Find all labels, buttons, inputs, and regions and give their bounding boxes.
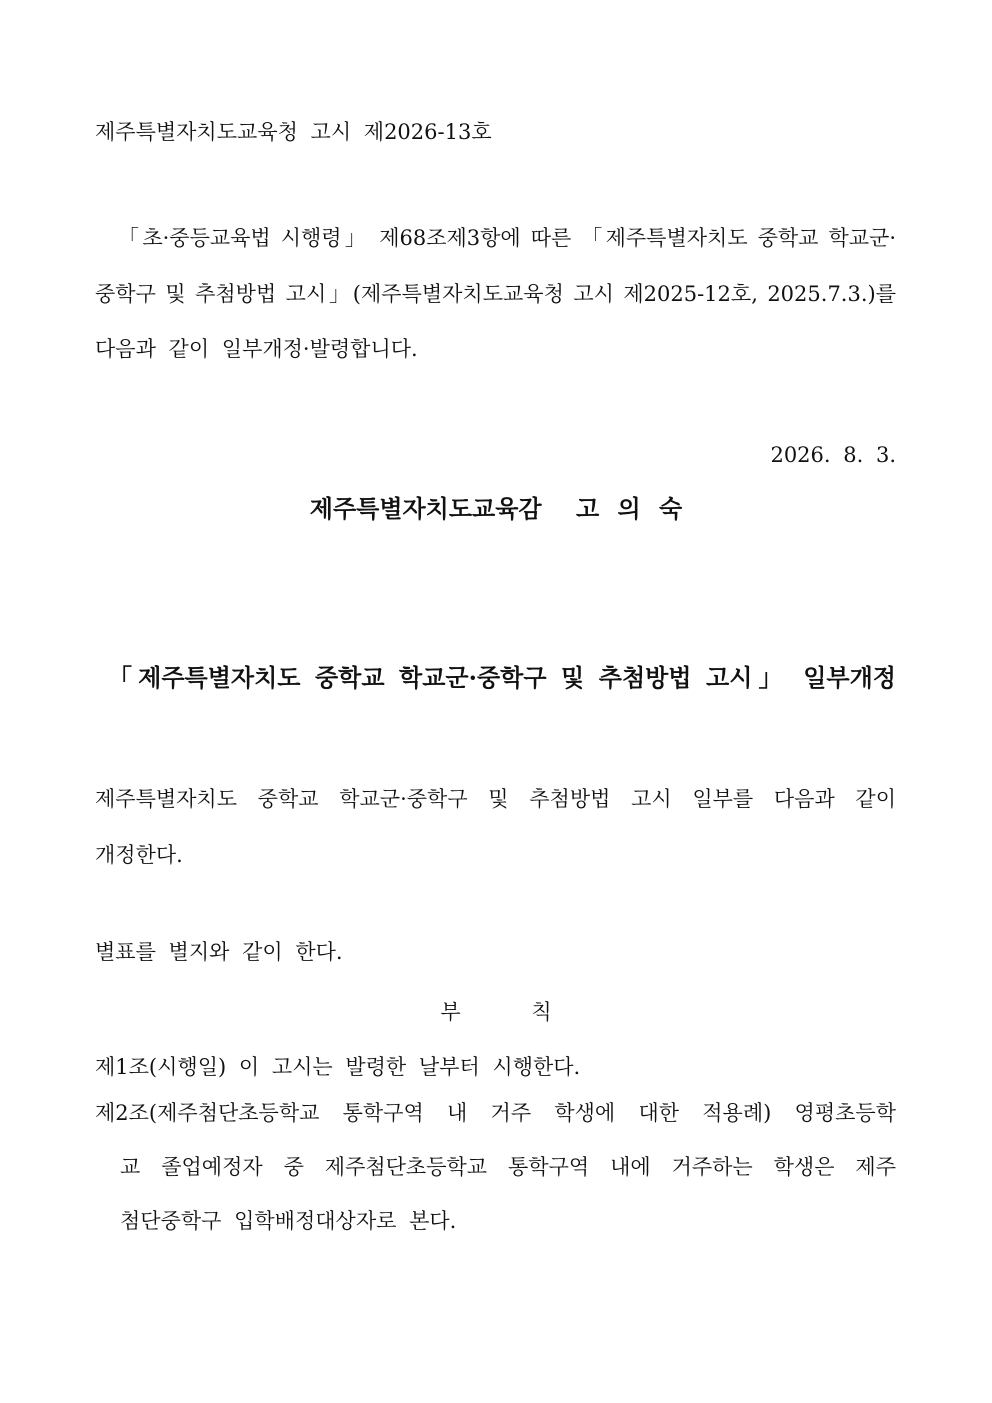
issuer-signature [0,493,992,525]
supplementary-article-2-line-1: 제2조(제주첨단초등학교 통학구역 내 거주 학생에 대한 적용례) 영평초등학 [95,1101,896,1125]
supplementary-heading-left: 부 [440,1000,461,1024]
amendment-body-line-1: 제주특별자치도 중학교 학교군·중학구 및 추첨방법 고시 일부를 다음과 같이 [95,787,896,811]
supplementary-heading [0,998,992,1026]
preamble-line-3: 다음과 같이 일부개정·발령합니다. [95,337,418,361]
issuer-name: 고 의 숙 [575,494,683,523]
preamble-line-1: 「초·중등교육법 시행령」 제68조제3항에 따른 「제주특별자치도 중학교 학교군· [118,226,896,250]
issuer-title: 제주특별자치도교육감 [309,494,542,523]
supplementary-article-2-line-2: 교 졸업예정자 중 제주첨단초등학교 통학구역 내에 거주하는 학생은 제주 [120,1155,896,1179]
supplementary-heading-right: 칙 [531,1000,552,1024]
notice-number: 제주특별자치도교육청 고시 제2026-13호 [95,120,492,144]
preamble-line-2: 중학구 및 추첨방법 고시」(제주특별자치도교육청 고시 제2025-12호, 2025.7.3.)를 [95,282,896,306]
appendix-note: 별표를 별지와 같이 한다. [95,940,343,964]
amendment-body-line-2: 개정한다. [95,843,183,867]
supplementary-article-1: 제1조(시행일) 이 고시는 발령한 날부터 시행한다. [95,1055,581,1079]
supplementary-article-2-line-3: 첨단중학구 입학배정대상자로 본다. [120,1209,457,1233]
amendment-title: 「제주특별자치도 중학교 학교군·중학구 및 추첨방법 고시」 일부개정 [108,663,896,692]
issue-date: 2026. 8. 3. [770,443,896,467]
